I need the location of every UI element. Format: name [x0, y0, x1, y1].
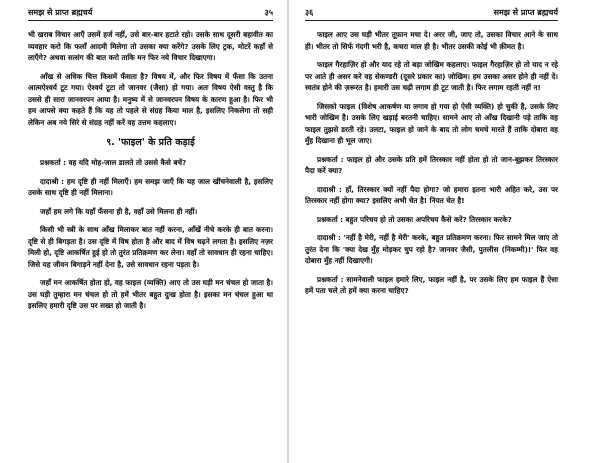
speaker-label: प्रश्नकर्ता :: [317, 214, 344, 224]
paragraph: जहाँ मन आकर्षित होता हो, वह फाइल (व्यक्ति) आए तो उस घड़ी मन चंचल हो जाता है। उस घड़ी तुम्हारा मन चंचल हो तो हमें भीतर बहुत दुःख होता है। इसका मन चंचल हुआ था इसलिए हमारी दृष्टि उस पर सख्त हो जाती है।: [28, 278, 273, 310]
qa-text: सामनेवाली फाइल हमारे लिए, फाइल नहीं है, पर उसके लिए हम फाइल हैं ऐसा हमें पता चले तो हमें क्या करना चाहिए?: [305, 274, 559, 295]
paragraph: फाइल आए उस घड़ी भीतर तूफ़ान मचा दे। अरर जी, जाए तो, उसका विचार आने के साथ ही। भीतर तो सिर्फ गंदगी भरी है, कचरा माल ही है। भीतर उसकी कोई भी क़ीमत है।: [305, 30, 558, 51]
paragraph: जिसको फाइल (विशेष आकर्षण या लगाव हो गया हो ऐसी व्यक्ति) हो चुकी है, उसके लिए भारी जोखिम है। उसके लिए खड़ाई बरतनी चाहिए। सामने आए तो आँख दिखानी पड़े ताकि वह फाइल तुझसे डरती रहे। उलटा, फाइल हो जाने के बाद तो लोग चमचे मारते हैं ताकि दोबारा वह मुँह दिखाना ही भूल जाए।: [305, 101, 558, 145]
qa-item: [305, 274, 558, 297]
left-header-title: समझ से प्राप्त ब्रह्मचर्य: [28, 8, 93, 17]
book-gutter: [287, 0, 289, 463]
chapter-title: ९. 'फाइल' के प्रति कड़ाई: [106, 137, 195, 148]
qa-item: [305, 184, 558, 207]
qa-item: [28, 176, 273, 199]
qa-text: फाइल हो और उसके प्रति हमें तिरस्कार नहीं होता हो तो जान-बूझकर तिरस्कार पैदा करें क्या?: [305, 154, 558, 175]
paragraph: आँख से अधिक चित्त किसमें फँसता है? विषय में, और फिर विषय में फँसा कि उतना आत्मऐश्वर्य टूट गया। ऐश्वर्य टूटा तो जानवर (जैसा) हो गया। अतः विषय ऐसी वस्तु है कि उससे ही सारा जानवरपन आया है। मनुष्य में से जानवरपन विषय के कारण हुआ है। फिर भी हम आपसे क्या कहते हैं कि यह तो पहले से संग्रह किया माल है, इसलिए निकलेगा तो सही लेकिन अब नये सिरे से संग्रह नहीं करें वह उत्तम कहलाए।: [28, 71, 273, 127]
left-page-number: ३५: [264, 8, 273, 17]
paragraph: फाइल गैरहाज़िर हो और याद रहे तो बड़ा जोखिम कहलाए। फाइल गैरहाज़िर हो तो याद न रहे पर आते ही असर करे वह सेकण्डरी (दूसरे प्रकार का) जोखिम। हम उसका असर होने ही नहीं दें। स्वतंत्र होने की ज़रूरत है। हमारी उस चढ़ी लगाम ही टूट जाती है। फिर लगाम रहती नहीं न!: [305, 60, 558, 92]
qa-text: हाँ, तिरस्कार क्यों नहीं पैदा होगा? जो हमारा इतना भारी अहित करे, उस पर तिरस्कार नहीं होगा क्या? इसलिए अभी चेत है! नियत चेत है!: [305, 184, 558, 205]
qa-item: [305, 232, 558, 267]
speaker-label: दादाश्री :: [317, 233, 341, 242]
qa-text: हम दृष्टि ही नहीं मिलाएँ। हम समझ जाएँ कि यह जाल खींचनेवाली है, इसलिए उसके साथ दृष्टि ही नहीं मिलाना।: [28, 176, 273, 197]
paragraph: किसी भी स्त्री के साथ आँख मिलाकर बात नहीं करना, आँखें नीचे करके ही बात करना। दृष्टि से ही बिगड़ता है। उस दृष्टि में विष होता है और बाद में विष चढ़ने लगता है। इसलिए नज़र मिली हो, दृष्टि आकर्षित हुई हो तो तुरंत प्रतिक्रमण कर लेना। वहाँ तो सावधान ही रहना चाहिए। जिसे यह जीवन बिगाड़ने नहीं देना है, उसे सावधान रहना पड़ता है।: [28, 225, 273, 269]
qa-text: बहुत परिचय हो तो उसका अपरिचय कैसे करें? तिरस्कार करके?: [343, 214, 512, 224]
qa-text: वह यदि मोह-जाल डालते तो उससे कैसे बचें?: [66, 158, 187, 167]
left-page: [28, 0, 273, 463]
right-page-header: [305, 4, 558, 21]
qa-text: 'नहीं है मेरी, नहीं है मेरी' करके, बहुत प्रतिक्रमण करना। फिर सामने मिल जाए तो तुरंत देना कि 'क्या देख मुँह मोड़कर चुप रहो है? जानवर जैसी, पुतलीस (निकम्मी)!' फिर वह दोबारा मुँह नहीं दिखाएगी।: [305, 233, 559, 265]
left-page-body: [28, 29, 273, 312]
speaker-label: प्रश्नकर्ता :: [317, 274, 344, 284]
qa-item: [28, 157, 273, 169]
paragraph: जहाँ हम लगे कि यहाँ फँसना ही है, वहाँ उसे मिलना ही नहीं।: [40, 206, 198, 216]
speaker-label: प्रश्नकर्ता :: [317, 154, 344, 164]
qa-item: [305, 214, 558, 226]
speaker-label: दादाश्री :: [317, 184, 342, 194]
paragraph: भी खराब विचार आएँ उसमें हर्ज नहीं, उसे बार-बार हटाते रहो। उसके साथ दूसरी बहावीत का व्यवहार करो कि फलाँ आदमी मिलेगा तो उसका क्या करेंगे? उसके लिए ट्रक, मोटरें कहाँ से लाएँगे? अथवा सत्संग की बात करो ताकि मन फिर नये विचार दिखाएगा।: [28, 30, 273, 62]
right-header-title: समझ से प्राप्त ब्रह्मचर्य: [493, 8, 558, 17]
right-page-number: ३६: [305, 8, 314, 17]
right-page-body: [305, 29, 558, 297]
qa-item: [305, 154, 558, 177]
speaker-label: दादाश्री :: [40, 176, 65, 186]
right-page: [305, 0, 558, 463]
speaker-label: प्रश्नकर्ता :: [40, 158, 67, 167]
left-page-header: [28, 4, 273, 21]
